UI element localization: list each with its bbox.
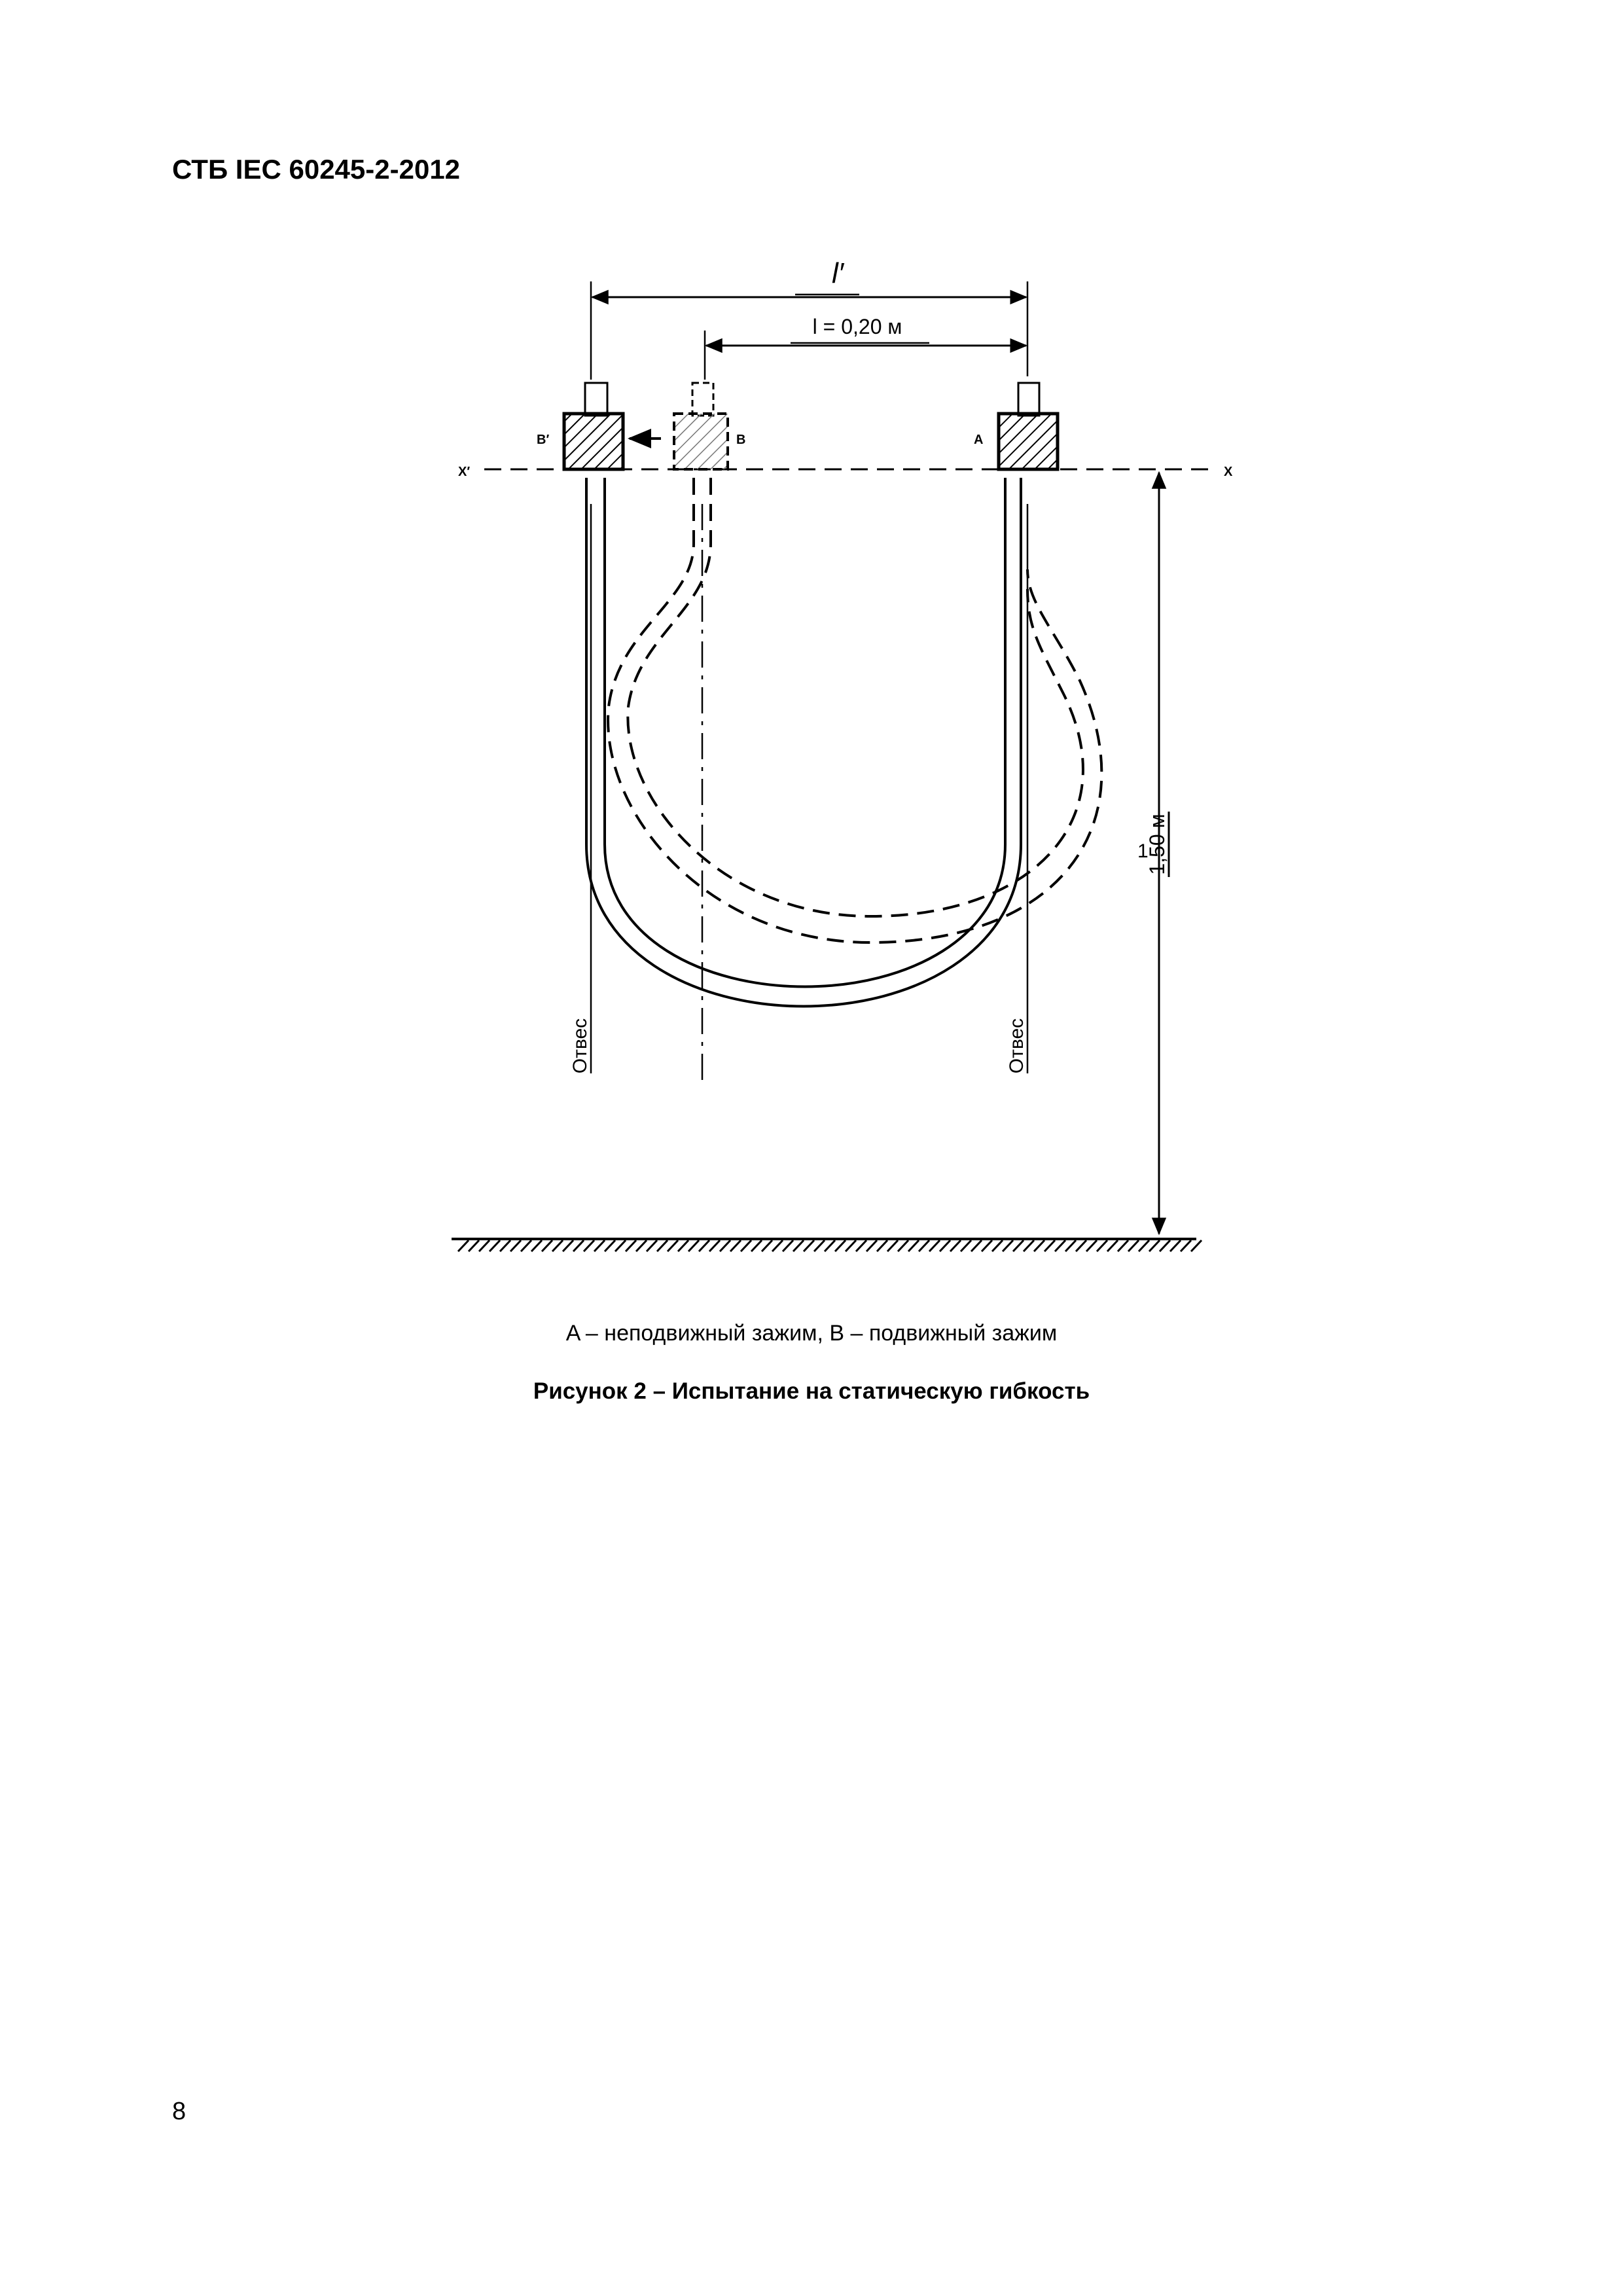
ground-hatch-stroke xyxy=(573,1240,584,1251)
ground-hatch-stroke xyxy=(1055,1240,1065,1251)
ground-hatch-stroke xyxy=(814,1240,825,1251)
ground-hatch-stroke xyxy=(594,1240,605,1251)
height-label: 1,50 м xyxy=(1145,814,1169,875)
ground-hatch-stroke xyxy=(1139,1240,1149,1251)
ground-hatch-stroke xyxy=(699,1240,709,1251)
ground-hatch-stroke xyxy=(940,1240,950,1251)
ground-hatch-stroke xyxy=(804,1240,814,1251)
ground-hatch-stroke xyxy=(783,1240,793,1251)
ground-hatch-stroke xyxy=(866,1240,877,1251)
ground-hatch-stroke xyxy=(1003,1240,1013,1251)
document-code: СТБ IEC 60245-2-2012 xyxy=(172,154,461,185)
ground-hatch-stroke xyxy=(1160,1240,1170,1251)
ground-hatch-stroke xyxy=(688,1240,699,1251)
axis-left-label: X′ xyxy=(458,465,471,479)
page-number: 8 xyxy=(172,2098,187,2125)
figure-caption: Рисунок 2 – Испытание на статическую гибкость xyxy=(533,1378,1090,1404)
ground-hatch-stroke xyxy=(657,1240,668,1251)
ground-hatch-stroke xyxy=(793,1240,804,1251)
ground-hatch-stroke xyxy=(919,1240,929,1251)
ground-hatch-stroke xyxy=(929,1240,940,1251)
ground-hatch-stroke xyxy=(1013,1240,1024,1251)
clamp-b xyxy=(630,383,745,469)
ground-hatch-stroke xyxy=(741,1240,751,1251)
plumb-right-label: Отвес xyxy=(1006,1018,1027,1074)
ground-hatch-stroke xyxy=(1086,1240,1097,1251)
ground-hatch-stroke xyxy=(730,1240,741,1251)
ground-hatch-stroke xyxy=(458,1240,469,1251)
ground-hatch-stroke xyxy=(992,1240,1003,1251)
ground-hatch-stroke xyxy=(709,1240,720,1251)
ground-hatch-stroke xyxy=(531,1240,542,1251)
ground-hatch-stroke xyxy=(510,1240,521,1251)
ground-hatch-stroke xyxy=(887,1240,898,1251)
ground-hatch-stroke xyxy=(500,1240,510,1251)
height-note: 1 xyxy=(1137,840,1149,862)
ground-hatch-stroke xyxy=(542,1240,552,1251)
ground xyxy=(452,1239,1202,1251)
ground-hatch-stroke xyxy=(490,1240,500,1251)
ground-hatch-stroke xyxy=(1076,1240,1086,1251)
ground-hatch-stroke xyxy=(825,1240,835,1251)
ground-hatch-stroke xyxy=(950,1240,961,1251)
ground-hatch-stroke xyxy=(1097,1240,1107,1251)
ground-hatch-stroke xyxy=(469,1240,479,1251)
axis-right-label: X xyxy=(1224,465,1233,479)
ground-hatch-stroke xyxy=(1181,1240,1191,1251)
ground-hatch-stroke xyxy=(584,1240,594,1251)
ground-hatch-stroke xyxy=(982,1240,992,1251)
ground-hatch-stroke xyxy=(1107,1240,1118,1251)
ground-hatch-stroke xyxy=(1128,1240,1139,1251)
ground-hatch-stroke xyxy=(563,1240,573,1251)
ground-hatch-stroke xyxy=(961,1240,971,1251)
ground-hatch-stroke xyxy=(835,1240,846,1251)
ground-hatch-stroke xyxy=(877,1240,887,1251)
ground-hatch-stroke xyxy=(552,1240,563,1251)
ground-hatch-stroke xyxy=(1034,1240,1044,1251)
dimension-height xyxy=(1137,473,1169,1234)
ground-hatch-stroke xyxy=(720,1240,730,1251)
figure-legend: A – неподвижный зажим, B – подвижный зажим xyxy=(565,1321,1058,1346)
ground-hatch-stroke xyxy=(1065,1240,1076,1251)
ground-hatch-stroke xyxy=(856,1240,866,1251)
plumb-left-label: Отвес xyxy=(569,1018,591,1074)
ground-hatch-stroke xyxy=(898,1240,908,1251)
cable-initial-position xyxy=(586,478,1021,1007)
ground-hatch-stroke xyxy=(1044,1240,1055,1251)
ground-hatch-stroke xyxy=(908,1240,919,1251)
ground-hatch-stroke xyxy=(971,1240,982,1251)
clamp-a xyxy=(974,383,1058,469)
ground-hatch-stroke xyxy=(1118,1240,1128,1251)
ground-hatch-stroke xyxy=(626,1240,636,1251)
ground-hatch-stroke xyxy=(647,1240,657,1251)
ground-hatch-stroke xyxy=(668,1240,678,1251)
ground-hatch-stroke xyxy=(1191,1240,1202,1251)
ground-hatch-stroke xyxy=(1170,1240,1181,1251)
ground-hatch-stroke xyxy=(605,1240,615,1251)
dimension-l-label: l = 0,20 м xyxy=(812,315,902,338)
ground-hatch-stroke xyxy=(521,1240,531,1251)
ground-hatch-stroke xyxy=(1149,1240,1160,1251)
ground-hatch-stroke xyxy=(479,1240,490,1251)
clamp-b-label: B xyxy=(736,433,746,447)
clamp-a-label: A xyxy=(974,433,984,447)
ground-hatch-stroke xyxy=(846,1240,856,1251)
ground-hatch-stroke xyxy=(762,1240,772,1251)
dimension-l-prime-label: l′ xyxy=(831,257,844,289)
ground-hatch-stroke xyxy=(772,1240,783,1251)
dimension-l xyxy=(705,315,1026,380)
ground-hatch-stroke xyxy=(751,1240,762,1251)
dimension-l-prime xyxy=(591,257,1027,380)
clamp-b-prime xyxy=(537,383,623,469)
ground-hatch-stroke xyxy=(1024,1240,1034,1251)
clamp-b-prime-label: B′ xyxy=(537,433,550,447)
ground-hatch-stroke xyxy=(678,1240,688,1251)
ground-hatch-stroke xyxy=(636,1240,647,1251)
ground-hatch-stroke xyxy=(615,1240,626,1251)
